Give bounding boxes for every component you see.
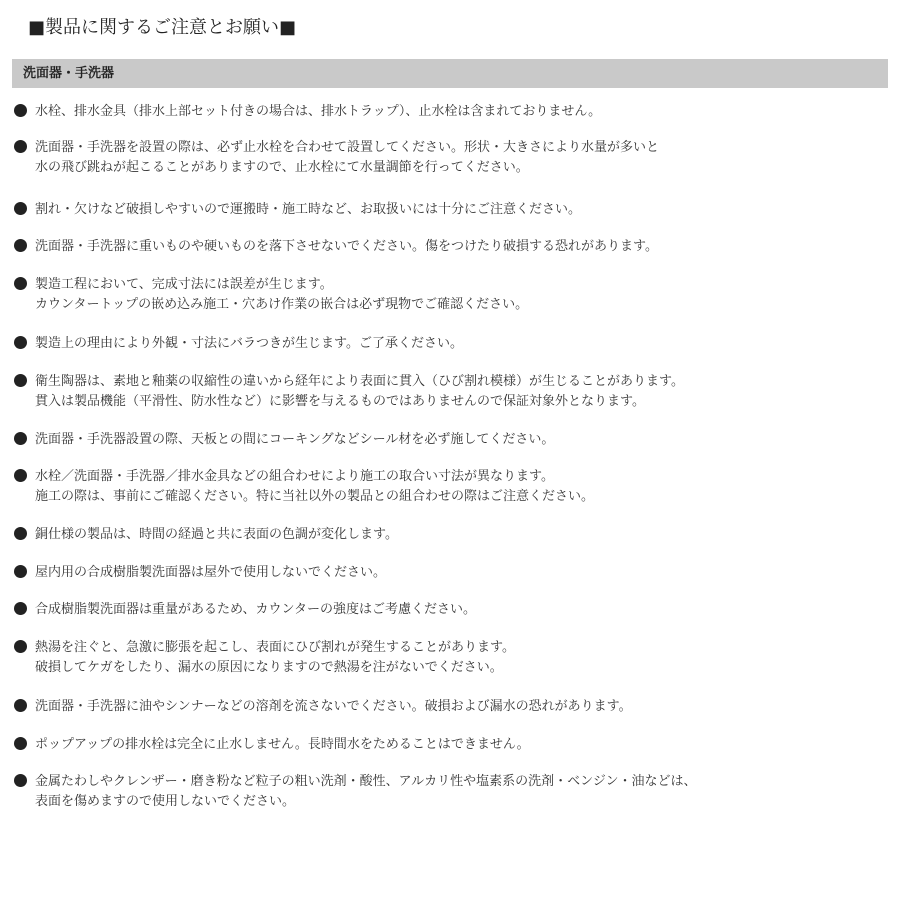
bullet-icon — [14, 774, 27, 787]
bullet-icon — [14, 699, 27, 712]
bullet-icon — [14, 432, 27, 445]
bullet-icon — [14, 374, 27, 387]
note-text — [35, 334, 874, 354]
note-text — [35, 525, 874, 545]
note-text — [35, 735, 874, 755]
note-line: 洗面器・手洗器に油やシンナーなどの溶剤を流さないでください。破損および漏水の恐れがあります。 — [35, 699, 632, 714]
bullet-icon — [14, 239, 27, 252]
bullet-icon — [14, 277, 27, 290]
note-line: カウンタートップの嵌め込み施工・穴あけ作業の嵌合は必ず現物でご確認ください。 — [35, 296, 529, 312]
note-text — [35, 237, 874, 257]
note-text — [35, 372, 874, 411]
note-line: 合成樹脂製洗面器は重量があるため、カウンターの強度はご考慮ください。 — [35, 602, 476, 617]
note-text — [35, 102, 874, 122]
note-line: 屋内用の合成樹脂製洗面器は屋外で使用しないでください。 — [35, 565, 387, 580]
note-line: 水栓／洗面器・手洗器／排水金具などの組合わせにより施工の取合い寸法が異なります。 — [35, 469, 554, 484]
bullet-icon — [14, 104, 27, 117]
note-text — [35, 563, 874, 583]
note-line: 金属たわしやクレンザー・磨き粉など粒子の粗い洗剤・酸性、アルカリ性や塩素系の洗剤・ベンジン・油などは、 — [35, 774, 697, 789]
bullet-icon — [14, 737, 27, 750]
bullet-icon — [14, 640, 27, 653]
note-text — [35, 430, 874, 450]
note-line: 洗面器・手洗器設置の際、天板との間にコーキングなどシール材を必ず施してください。 — [35, 432, 555, 447]
bullet-icon — [14, 202, 27, 215]
note-line: 水栓、排水金具（排水上部セット付きの場合は、排水トラップ）、止水栓は含まれておりません。 — [35, 104, 602, 119]
note-line: 割れ・欠けなど破損しやすいので運搬時・施工時など、お取扱いには十分にご注意ください。 — [35, 202, 582, 217]
note-text — [35, 467, 874, 506]
note-text — [35, 697, 874, 717]
bullet-icon — [14, 527, 27, 540]
note-text — [35, 275, 874, 314]
note-text — [35, 138, 874, 177]
section-title: 洗面器・手洗器 — [23, 66, 115, 81]
note-text — [35, 638, 874, 677]
note-line: 製造上の理由により外観・寸法にバラつきが生じます。ご了承ください。 — [35, 336, 463, 351]
page-title: ■製品に関するご注意とお願い■ — [28, 17, 297, 38]
note-line: 施工の際は、事前にご確認ください。特に当社以外の製品との組合わせの際はご注意ください。 — [35, 488, 595, 504]
note-line: 衛生陶器は、素地と釉薬の収縮性の違いから経年により表面に貫入（ひび割れ模様）が生じることがあります。 — [35, 374, 684, 389]
note-text — [35, 200, 874, 220]
note-line: 表面を傷めますので使用しないでください。 — [35, 793, 296, 809]
note-text — [35, 600, 874, 620]
note-line: 水の飛び跳ねが起こることがありますので、止水栓にて水量調節を行ってください。 — [35, 159, 529, 175]
bullet-icon — [14, 565, 27, 578]
note-line: 洗面器・手洗器を設置の際は、必ず止水栓を合わせて設置してください。形状・大きさにより水量が多いと — [35, 140, 660, 155]
note-line: 熱湯を注ぐと、急激に膨張を起こし、表面にひび割れが発生することがあります。 — [35, 640, 515, 655]
note-line: ポップアップの排水栓は完全に止水しません。長時間水をためることはできません。 — [35, 737, 530, 752]
note-line: 貫入は製品機能（平滑性、防水性など）に影響を与えるものではありませんので保証対象外となります。 — [35, 393, 645, 409]
bullet-icon — [14, 336, 27, 349]
bullet-icon — [14, 140, 27, 153]
bullet-icon — [14, 602, 27, 615]
note-line: 洗面器・手洗器に重いものや硬いものを落下させないでください。傷をつけたり破損する恐れがあります。 — [35, 239, 658, 254]
bullet-icon — [14, 469, 27, 482]
note-text — [35, 772, 874, 811]
note-line: 破損してケガをしたり、漏水の原因になりますので熱湯を注がないでください。 — [35, 659, 503, 675]
note-line: 銅仕様の製品は、時間の経過と共に表面の色調が変化します。 — [35, 527, 398, 542]
note-line: 製造工程において、完成寸法には誤差が生じます。 — [35, 277, 333, 292]
